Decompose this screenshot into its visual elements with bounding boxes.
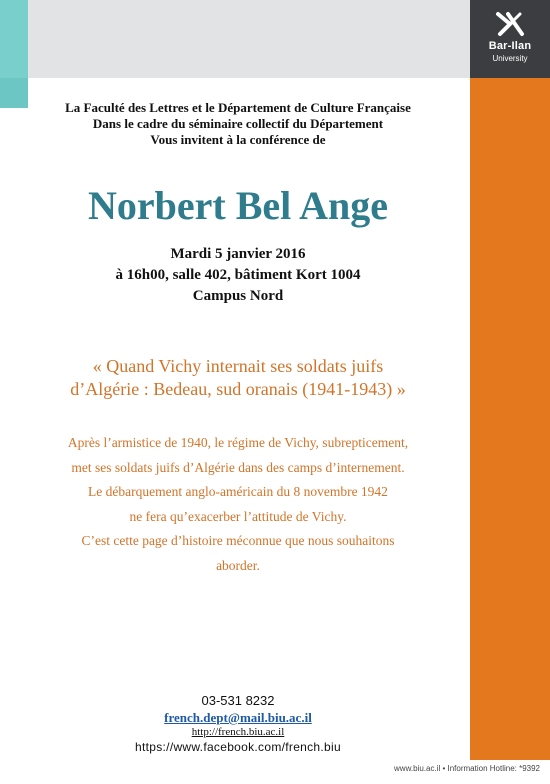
abstract-line-6: aborder. [216, 557, 260, 573]
abstract-line-2: met ses soldats juifs d’Algérie dans des camps d’internement. [71, 459, 405, 475]
poster-content [14, 100, 462, 578]
website-link[interactable]: http://french.biu.ac.il [191, 726, 285, 738]
email-link[interactable]: french.dept@mail.biu.ac.il [164, 710, 312, 725]
abstract-line-3: Le débarquement anglo-américain du 8 novembre 1942 [88, 484, 388, 499]
event-date: Mardi 5 janvier 2016 [170, 246, 306, 262]
speaker-name: Norbert Bel Ange [88, 183, 388, 228]
phone-number: 03-531 8232 [201, 693, 275, 708]
logo-name: Bar-Ilan [488, 40, 532, 52]
invitation-line-3: Vous invitent à la conférence de [150, 132, 326, 147]
abstract-line-4: ne fera qu’exacerber l’attitude de Vichy. [129, 508, 347, 524]
event-time-place: à 16h00, salle 402, bâtiment Kort 1004 [115, 267, 361, 283]
lecture-abstract [14, 431, 462, 578]
header-band [0, 0, 470, 78]
invitation-line-1: La Faculté des Lettres et le Département de Culture Française [65, 100, 411, 115]
contact-block [14, 693, 462, 755]
facebook-link[interactable]: https://www.facebook.com/french.biu [135, 740, 341, 754]
invitation-line-2: Dans le cadre du séminaire collectif du Département [92, 116, 384, 131]
lecture-title [14, 355, 462, 401]
abstract-line-1: Après l’armistice de 1940, le régime de Vichy, subrepticement, [67, 435, 409, 450]
university-logo [470, 0, 550, 78]
lecture-title-line-1: « Quand Vichy internait ses soldats juifs [92, 356, 384, 376]
invitation-text [14, 100, 462, 148]
teal-accent-top [0, 0, 28, 78]
event-details [14, 244, 462, 307]
lecture-title-line-2: d’Algérie : Bedeau, sud oranais (1941-1943) » [70, 379, 406, 399]
orange-side-bar [470, 78, 550, 760]
abstract-line-5: C’est cette page d’histoire méconnue que nous souhaitons [81, 533, 395, 548]
logo-subtitle: University [492, 54, 528, 63]
footer-hotline: www.biu.ac.il • Information Hotline: *9392 [394, 764, 540, 773]
event-campus: Campus Nord [192, 288, 284, 304]
bar-ilan-logo-icon [490, 10, 530, 38]
